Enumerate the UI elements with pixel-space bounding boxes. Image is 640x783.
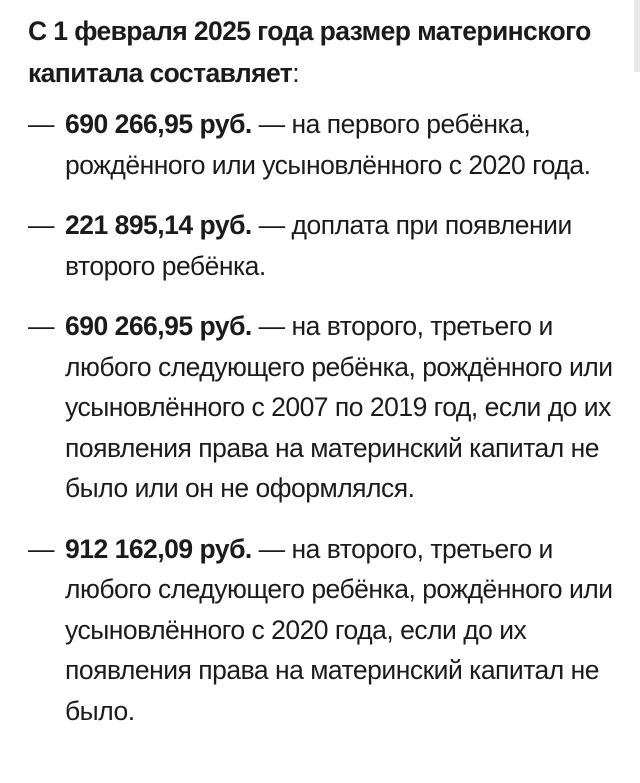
dash-bullet: —: [28, 210, 54, 240]
list-item: [28, 104, 618, 185]
amount-value: 221 895,14 руб.: [65, 210, 252, 240]
amount-value: 690 266,95 руб.: [65, 311, 252, 341]
item-description: — доплата при появлении второго ребёнка.: [65, 210, 572, 281]
dash-bullet: —: [28, 109, 54, 139]
item-description: — на первого ребёнка, рождённого или усыновлённого с 2020 года.: [65, 109, 591, 180]
scrollbar[interactable]: [634, 0, 640, 72]
article-heading: [28, 10, 608, 94]
amount-list: [28, 104, 618, 751]
list-item: [28, 529, 618, 732]
item-description: — на второго, третьего и любого следующего ребёнка, рождённого или усыновлённого с 2020 года, если до их появления права на материнский капитал не было.: [65, 533, 613, 726]
list-item: [28, 205, 618, 286]
amount-value: 690 266,95 руб.: [65, 109, 252, 139]
list-item: [28, 306, 618, 509]
dash-bullet: —: [28, 533, 54, 564]
amount-value: 912 162,09 руб.: [65, 533, 252, 564]
heading-colon: :: [292, 58, 299, 88]
dash-bullet: —: [28, 311, 54, 341]
item-description: — на второго, третьего и любого следующего ребёнка, рождённого или усыновлённого с 2007 по 2019 год, если до их появления права на материнский капитал не было или он не оформлялся.: [65, 311, 613, 503]
heading-text: С 1 февраля 2025 года размер материнского капитала составляет: [28, 16, 591, 88]
